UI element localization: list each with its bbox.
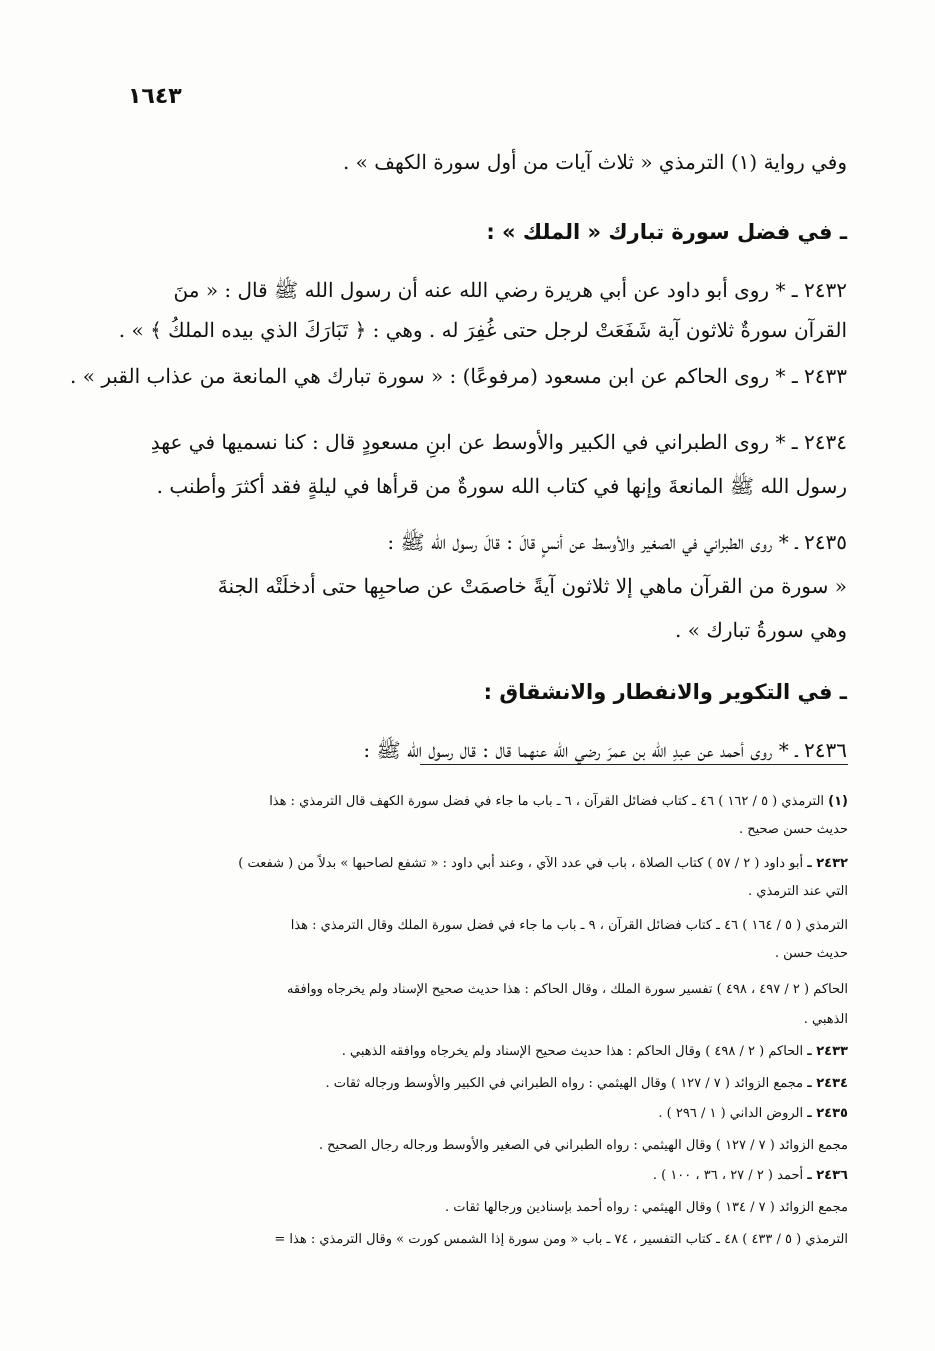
footnote-line: [100, 1164, 848, 1188]
text-line: ٢٤٣٣ ـ * روى الحاكم عن ابن مسعود (مرفوعًا) : « سورة تبارك هي المانعة من عذاب القبر » .: [70, 364, 847, 388]
text-line: وفي رواية (١) الترمذي « ثلاث آيات من أول سورة الكهف » .: [342, 150, 847, 174]
footnote-line: [100, 1008, 848, 1032]
text-line: ٢٤٣٤ ـ * روى الطبراني في الكبير والأوسط عن ابنِ مسعودٍ قال : كنا نسميها في عهدِ: [150, 430, 847, 454]
footnote-line: [100, 942, 848, 966]
footnote-text: الحاكم ( ٢ / ٤٩٨ ) وقال الحاكم : هذا حديث صحيح الإسناد ولم يخرجاه ووافقه الذهبي .: [341, 1044, 804, 1059]
footnote-line: [100, 1072, 848, 1096]
footnote-text: الروض الداني ( ١ / ٢٩٦ ) .: [658, 1106, 804, 1121]
text-line: رسول الله ﷺ المانعةَ وإنها في كتاب الله سورةٌ من قرأها في ليلةٍ فقد أكثرَ وأطنب .: [156, 474, 847, 498]
footnote-line: [100, 1134, 848, 1158]
footnote-text: الترمذي ( ٥ / ٤٣٣ ) ٤٨ ـ كتاب التفسير ، ٧٤ ـ باب « ومن سورة إذا الشمس كورت » وقال الترمذي : هذا =: [274, 1232, 848, 1247]
footnote-text: الترمذي ( ٥ / ١٦٢ ) ٤٦ ـ كتاب فضائل القرآن ، ٦ ـ باب ما جاء في فضل سورة الكهف قال الترمذي : هذا: [269, 794, 825, 809]
footnote-text: مجمع الزوائد ( ٧ / ١٢٧ ) وقال الهيثمي : رواه الطبراني في الصغير والأوسط ورجاله رجال الصحيح .: [318, 1138, 848, 1153]
footnote-text: مجمع الزوائد ( ٧ / ١٢٧ ) وقال الهيثمي : رواه الطبراني في الكبير والأوسط ورجاله ثقات .: [325, 1076, 804, 1091]
footnote-line: [100, 1228, 848, 1252]
footnote-number: ٢٤٣٢ ـ: [807, 856, 848, 871]
section-heading: ـ في فضل سورة تبارك « الملك » :: [486, 220, 847, 244]
footnote-divider: [420, 764, 848, 765]
footnote-number: ٢٤٣٦ ـ: [807, 1168, 848, 1183]
text-line: القرآن سورةٌ ثلاثون آية شَفَعَتْ لرجل حتى غُفِرَ له . وهي : ﴿ تَبَارَكَ الذي بيده الملكُ ﴾ » .: [118, 318, 847, 342]
section-heading: ـ في التكوير والانفطار والانشقاق :: [483, 680, 847, 704]
text-line: ٢٤٣٢ ـ * روى أبو داود عن أبي هريرة رضي الله عنه أن رسول الله ﷺ قال : « منَ: [173, 278, 847, 302]
footnote-line: [100, 852, 848, 876]
text-line: « سورة من القرآن ماهي إلا ثلاثون آيةً خاصمَتْ عن صاحبِها حتى أدخلَتْه الجنةَ: [217, 574, 847, 598]
text-line: ٢٤٣٥ ـ * روى الطبراني في الصغير والأوسط عن أنسٍ قالَ : قالَ رسول الله ﷺ :: [387, 530, 847, 554]
footnote-line: [100, 1196, 848, 1220]
footnote-line: [100, 914, 848, 938]
footnote-text: حديث حسن .: [774, 946, 848, 961]
footnote-text: الذهبي .: [803, 1012, 848, 1027]
footnote-number: ٢٤٣٣ ـ: [807, 1044, 848, 1059]
footnote-text: الترمذي ( ٥ / ١٦٤ ) ٤٦ ـ كتاب فضائل القرآن ، ٩ ـ باب ما جاء في فضل سورة الملك وقال الترمذي : هذا: [290, 918, 848, 933]
text-line: ٢٤٣٦ ـ * روى أحمد عن عبدِ الله بن عمرَ رضي الله عنهما قال : قال رسول الله ﷺ :: [363, 738, 847, 762]
footnote-text: مجمع الزوائد ( ٧ / ١٣٤ ) وقال الهيثمي : رواه أحمد بإسنادين ورجالها ثقات .: [445, 1200, 848, 1215]
text-line: وهي سورةُ تبارك » .: [675, 618, 847, 642]
footnote-line: [100, 880, 848, 904]
footnote-line: [100, 818, 848, 842]
footnote-text: أبو داود ( ٢ / ٥٧ ) كتاب الصلاة ، باب في عدد الآي ، وعند أبي داود : « تشفع لصاحبها » بدلاً من ( شفعت ): [238, 856, 804, 871]
footnote-number: (١): [828, 794, 848, 809]
footnote-text: الحاكم ( ٢ / ٤٩٧ ، ٤٩٨ ) تفسير سورة الملك ، وقال الحاكم : هذا حديث صحيح الإسناد ولم يخرجاه ووافقه: [286, 982, 848, 997]
page-number: ١٦٤٣: [128, 84, 182, 109]
footnote-line: [100, 1040, 848, 1064]
footnote-number: ٢٤٣٥ ـ: [807, 1106, 848, 1121]
footnote-line: [100, 790, 848, 814]
footnote-line: [100, 978, 848, 1002]
footnote-text: أحمد ( ٢ / ٢٧ ، ٣٦ ، ١٠٠ ) .: [652, 1168, 804, 1183]
footnote-line: [100, 1102, 848, 1126]
footnote-text: التي عند الترمذي .: [748, 884, 848, 899]
footnote-text: حديث حسن صحيح .: [738, 822, 848, 837]
footnote-number: ٢٤٣٤ ـ: [807, 1076, 848, 1091]
